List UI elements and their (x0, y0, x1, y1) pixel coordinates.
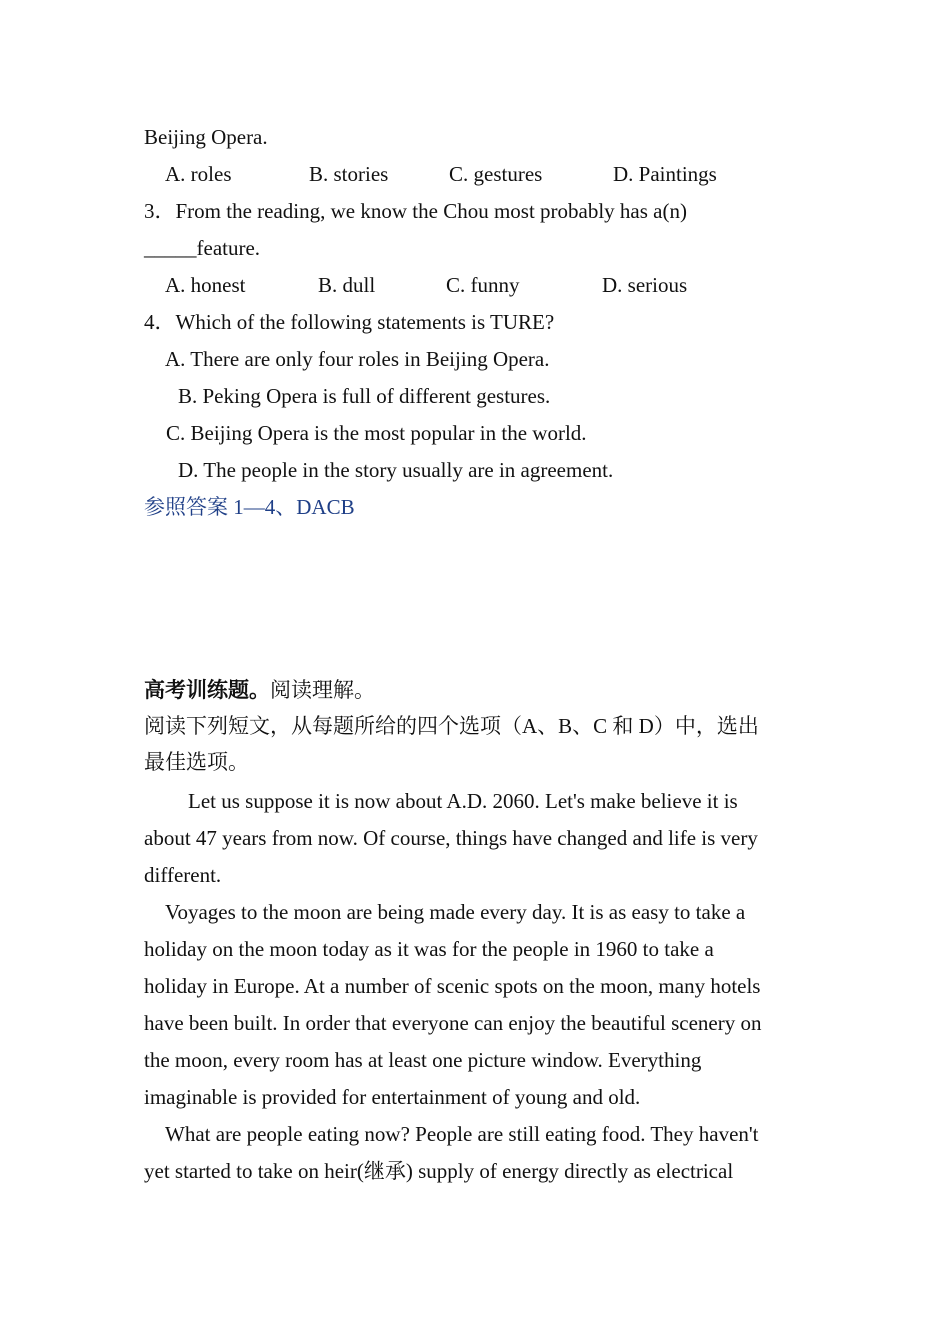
q2-option-d: D. Paintings (613, 162, 717, 186)
q2-option-b: B. stories (309, 162, 389, 186)
q3-option-c: C. funny (446, 273, 520, 297)
q4-option-c: C. Beijing Opera is the most popular in the world. (166, 421, 587, 445)
question-3-stem: 3．From the reading, we know the Chou most probably has a(n) (144, 199, 687, 223)
question-4-stem: 4．Which of the following statements is TURE? (144, 310, 555, 334)
instruction-line-2: 最佳选项。 (144, 750, 249, 774)
q2-option-c: C. gestures (449, 162, 543, 186)
q4-option-b: B. Peking Opera is full of different gestures. (178, 384, 551, 408)
q3-option-b: B. dull (318, 273, 376, 297)
section-heading (144, 677, 375, 703)
q3-option-a: A. honest (165, 273, 246, 297)
section-title-rest: 阅读理解。 (270, 678, 375, 702)
passage-line: holiday on the moon today as it was for the people in 1960 to take a (144, 937, 714, 961)
passage-line: yet started to take on heir(继承) supply of energy directly as electrical (144, 1159, 734, 1183)
passage-line: have been built. In order that everyone can enjoy the beautiful scenery on (144, 1011, 762, 1035)
passage-line: Voyages to the moon are being made every day. It is as easy to take a (165, 900, 746, 924)
question-3-stem-blank: _____feature. (144, 236, 261, 260)
q4-option-a: A. There are only four roles in Beijing Opera. (165, 347, 550, 371)
question-2-stem-tail: Beijing Opera. (144, 125, 268, 149)
passage-line: Let us suppose it is now about A.D. 2060. Let's make believe it is (188, 789, 738, 813)
passage-line: different. (144, 863, 222, 887)
passage-line: What are people eating now? People are still eating food. They haven't (165, 1122, 759, 1146)
q3-option-d: D. serious (602, 273, 688, 297)
answer-key: 参照答案 1—4、DACB (144, 495, 355, 519)
instruction-line-1: 阅读下列短文，从每题所给的四个选项（A、B、C 和 D）中，选出 (144, 714, 759, 738)
passage-line: the moon, every room has at least one picture window. Everything (144, 1048, 702, 1072)
q4-option-d: D. The people in the story usually are in agreement. (178, 458, 614, 482)
passage-line: imaginable is provided for entertainment of young and old. (144, 1085, 641, 1109)
q2-option-a: A. roles (165, 162, 232, 186)
section-title-bold: 高考训练题。 (144, 678, 270, 702)
passage-line: holiday in Europe. At a number of scenic spots on the moon, many hotels (144, 974, 761, 998)
passage-line: about 47 years from now. Of course, things have changed and life is very (144, 826, 758, 850)
